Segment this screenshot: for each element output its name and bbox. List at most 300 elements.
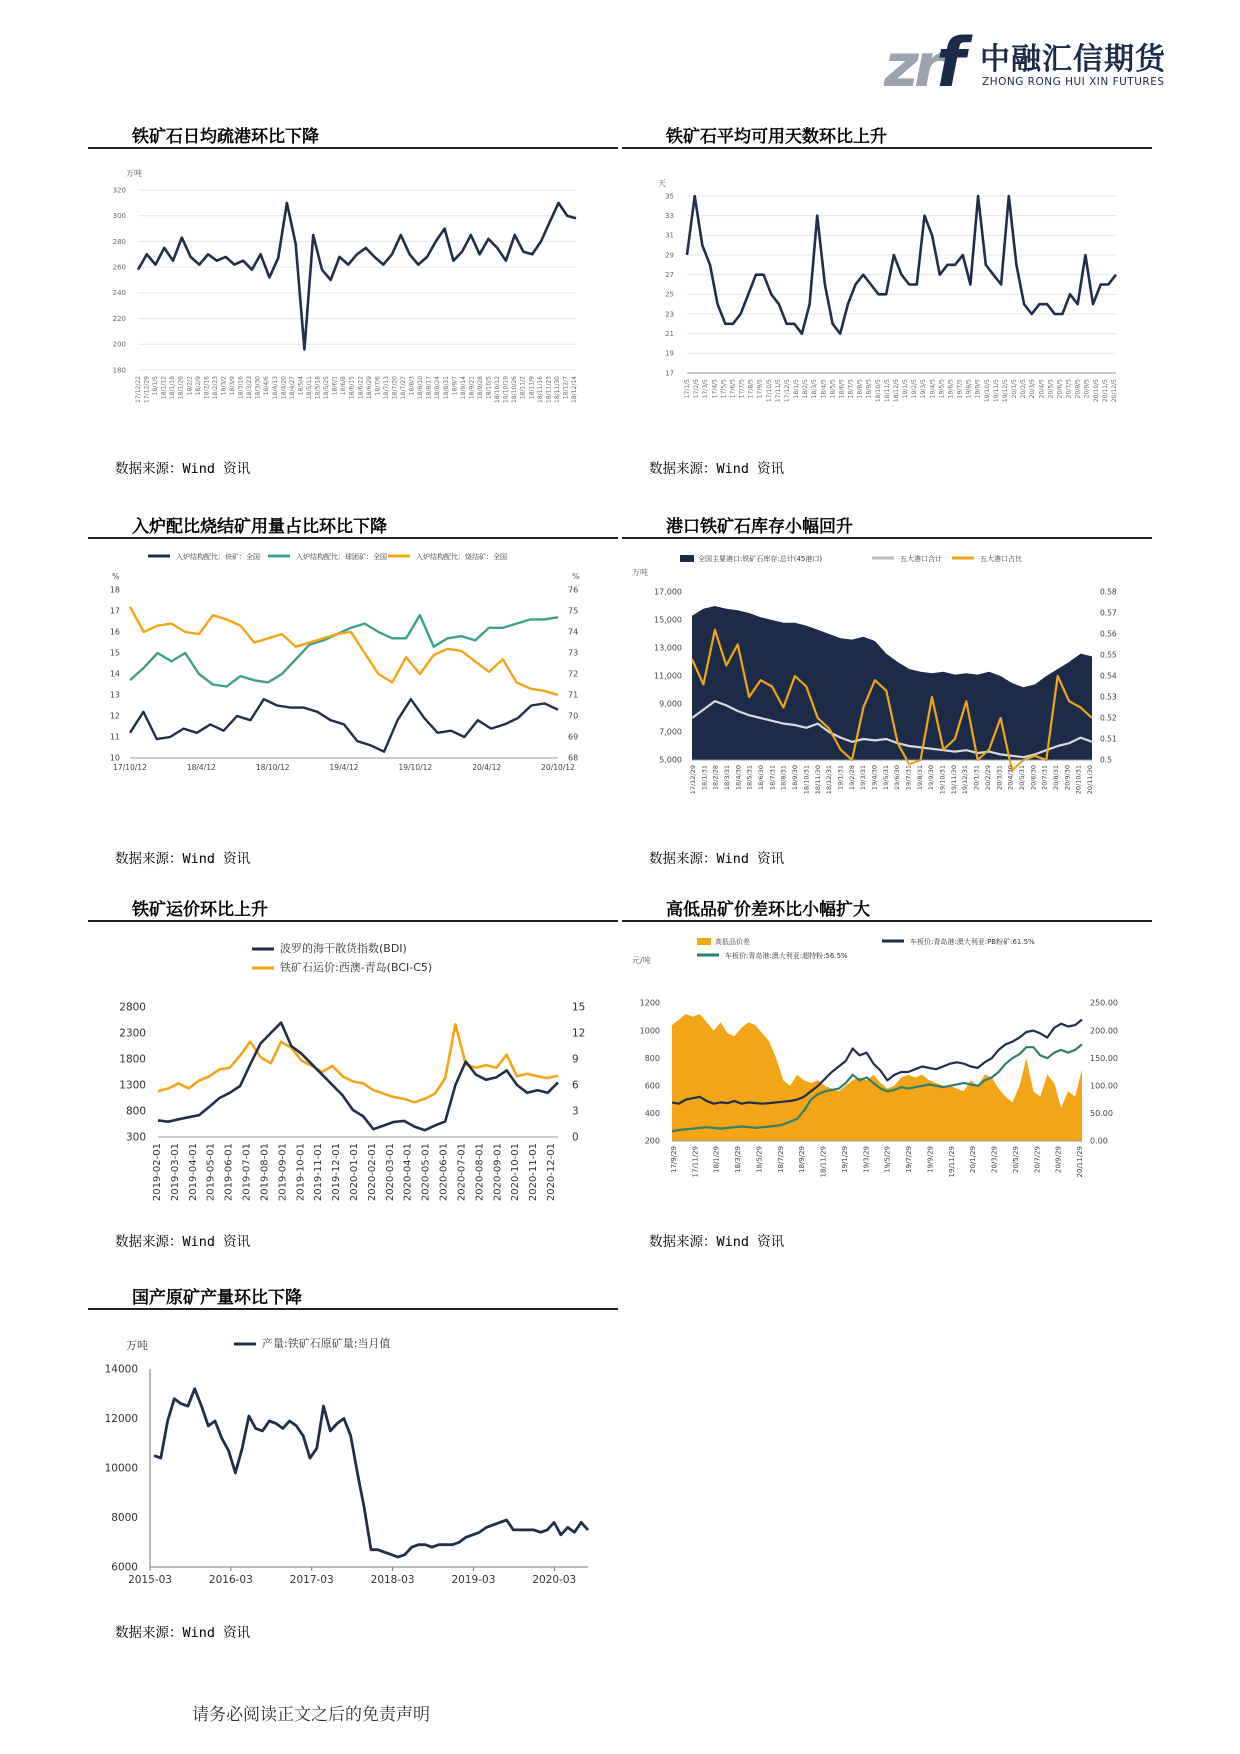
x-tick-label: 19/11/5 bbox=[992, 379, 1000, 403]
x-tick-label: 18/4/13 bbox=[271, 376, 279, 400]
x-tick-label: 18/8/3 bbox=[408, 376, 416, 396]
y-tick-label: 23 bbox=[665, 310, 674, 319]
left-unit: 元/吨 bbox=[632, 956, 651, 965]
x-tick-label: 2020-03-01 bbox=[384, 1143, 396, 1202]
x-tick-label: 18/3/9 bbox=[229, 376, 237, 396]
x-tick-label: 20/1/5 bbox=[1011, 379, 1019, 399]
x-tick-label: 17/9/5 bbox=[756, 379, 764, 399]
x-tick-label: 17/1/5 bbox=[684, 379, 691, 399]
x-tick-label: 18/1/19 bbox=[169, 376, 177, 400]
x-tick-label: 19/10/31 bbox=[938, 765, 947, 795]
x-tick-label: 2020-10-01 bbox=[510, 1143, 522, 1202]
x-tick-label: 2016-03 bbox=[208, 1574, 253, 1586]
panel-title: 入炉配比烧结矿用量占比环比下降 bbox=[132, 517, 387, 537]
y-left-tick-label: 1000 bbox=[639, 1026, 660, 1036]
panel-title: 铁矿石平均可用天数环比上升 bbox=[666, 127, 887, 147]
x-tick-label: 17/11/29 bbox=[691, 1146, 700, 1178]
x-tick-label: 18/7/27 bbox=[400, 376, 408, 400]
panel-freight-rate bbox=[88, 895, 618, 1255]
x-tick-label: 19/7/31 bbox=[904, 765, 913, 791]
x-tick-label: 18/5/29 bbox=[755, 1146, 764, 1173]
x-tick-label: 20/2/5 bbox=[1020, 379, 1028, 399]
y-axis-unit: 天 bbox=[658, 179, 666, 188]
x-tick-label: 20/7/31 bbox=[1040, 765, 1049, 791]
x-tick-label: 19/7/5 bbox=[956, 379, 964, 399]
y-right-tick-label: 71 bbox=[568, 690, 579, 700]
chart-domestic-output bbox=[88, 1321, 618, 1611]
series-line bbox=[130, 607, 558, 695]
legend-item-label: 高低品价差 bbox=[715, 938, 750, 946]
panel-available-days bbox=[622, 122, 1152, 482]
y-right-tick-label: 0.57 bbox=[1100, 608, 1117, 618]
series-line bbox=[130, 615, 558, 686]
x-tick-label: 17/7/5 bbox=[738, 379, 746, 399]
y-right-tick-label: 0.52 bbox=[1100, 713, 1117, 723]
y-left-tick-label: 1200 bbox=[639, 998, 660, 1008]
y-left-tick-label: 12 bbox=[109, 711, 120, 721]
x-tick-label: 2020-01-01 bbox=[349, 1143, 360, 1202]
x-tick-label: 18/6/8 bbox=[340, 376, 348, 396]
y-left-tick-label: 18 bbox=[109, 585, 120, 595]
title-rule bbox=[88, 920, 618, 922]
chart-freight-rate bbox=[88, 933, 618, 1223]
x-tick-label: 18/10/12 bbox=[255, 763, 290, 772]
x-tick-label: 18/10/31 bbox=[802, 765, 811, 795]
logo-chinese-name: 中融汇信期货 bbox=[980, 42, 1166, 77]
x-tick-label: 2017-03 bbox=[289, 1574, 334, 1586]
y-left-tick-label: 16 bbox=[109, 627, 120, 637]
series-line bbox=[138, 203, 576, 350]
x-tick-label: 2019-06-01 bbox=[223, 1143, 235, 1202]
x-tick-label: 19/12/5 bbox=[1001, 379, 1009, 403]
x-tick-label: 18/11/30 bbox=[813, 765, 822, 795]
y-tick-label: 25 bbox=[665, 290, 674, 299]
y-right-tick-label: 250.00 bbox=[1090, 998, 1118, 1008]
x-tick-label: 18/11/2 bbox=[519, 376, 527, 400]
x-tick-label: 20/3/29 bbox=[990, 1146, 999, 1173]
x-tick-label: 18/3/23 bbox=[246, 376, 254, 400]
x-tick-label: 2020-12-01 bbox=[546, 1143, 557, 1202]
x-tick-label: 18/1/5 bbox=[793, 379, 801, 399]
series-line bbox=[158, 1024, 558, 1102]
x-tick-label: 20/1/31 bbox=[972, 765, 981, 791]
x-tick-label: 20/5/29 bbox=[1011, 1146, 1020, 1173]
x-tick-label: 17/5/5 bbox=[720, 379, 728, 399]
y-tick-label: 8000 bbox=[111, 1512, 138, 1524]
x-tick-label: 18/5/25 bbox=[323, 376, 331, 400]
x-tick-label: 18/5/18 bbox=[314, 376, 322, 400]
y-axis-unit: 万吨 bbox=[126, 169, 142, 178]
x-tick-label: 18/3/5 bbox=[811, 379, 819, 399]
x-tick-label: 18/5/31 bbox=[745, 765, 754, 791]
legend-item-label: 产量:铁矿石原矿量:当月值 bbox=[262, 1337, 391, 1350]
data-source: 数据来源：Wind 资讯 bbox=[115, 461, 251, 477]
y-tick-label: 300 bbox=[112, 212, 126, 221]
x-tick-label: 17/12/5 bbox=[783, 379, 791, 403]
x-tick-label: 18/10/12 bbox=[494, 376, 502, 403]
x-tick-label: 19/10/12 bbox=[398, 763, 433, 772]
y-right-tick-label: 0.51 bbox=[1100, 734, 1117, 744]
x-tick-label: 2019-09-01 bbox=[277, 1143, 289, 1202]
panel-title: 铁矿运价环比上升 bbox=[132, 900, 268, 920]
x-tick-label: 18/7/31 bbox=[768, 765, 777, 791]
x-tick-label: 2019-11-01 bbox=[313, 1143, 325, 1202]
y-left-tick-label: 14 bbox=[109, 669, 120, 679]
x-tick-label: 17/3/5 bbox=[702, 379, 710, 399]
x-tick-label: 18/9/30 bbox=[791, 765, 800, 791]
x-tick-label: 20/5/31 bbox=[1017, 765, 1026, 791]
x-tick-label: 2019-03 bbox=[451, 1574, 496, 1586]
logo-english-name: ZHONG RONG HUI XIN FUTURES bbox=[982, 76, 1165, 88]
x-tick-label: 18/8/17 bbox=[425, 376, 433, 400]
panel-port-inventory bbox=[622, 512, 1152, 872]
y-tick-label: 200 bbox=[112, 340, 126, 349]
x-tick-label: 18/9/21 bbox=[468, 376, 476, 400]
x-tick-label: 18/7/13 bbox=[382, 376, 390, 400]
x-tick-label: 2020-09-01 bbox=[492, 1143, 504, 1202]
x-tick-label: 18/12/14 bbox=[571, 376, 578, 403]
x-tick-label: 19/9/30 bbox=[927, 765, 936, 791]
x-tick-label: 17/4/5 bbox=[711, 379, 719, 399]
x-tick-label: 19/11/30 bbox=[949, 765, 958, 795]
y-right-tick-label: 0.54 bbox=[1100, 671, 1117, 681]
x-tick-label: 19/9/29 bbox=[926, 1146, 935, 1173]
panel-title: 港口铁矿石库存小幅回升 bbox=[666, 517, 853, 537]
y-tick-label: 240 bbox=[112, 289, 126, 298]
x-tick-label: 19/6/30 bbox=[893, 765, 902, 791]
x-tick-label: 18/3/2 bbox=[220, 376, 228, 396]
title-rule bbox=[622, 537, 1152, 539]
x-tick-label: 20/9/5 bbox=[1083, 379, 1091, 399]
x-tick-label: 18/12/5 bbox=[892, 379, 900, 403]
x-tick-label: 18/6/5 bbox=[838, 379, 846, 399]
x-tick-label: 18/8/31 bbox=[442, 376, 450, 400]
x-tick-label: 18/6/22 bbox=[357, 376, 365, 400]
panel-daily-port-clearance bbox=[88, 122, 618, 482]
x-tick-label: 18/2/9 bbox=[194, 376, 202, 396]
x-tick-label: 19/3/31 bbox=[859, 765, 868, 791]
inventory-area bbox=[692, 606, 1092, 760]
x-tick-label: 18/5/5 bbox=[829, 379, 837, 399]
x-tick-label: 17/12/29 bbox=[143, 376, 151, 403]
x-tick-label: 20/11/5 bbox=[1101, 379, 1109, 403]
x-tick-label: 17/12/29 bbox=[689, 765, 697, 795]
y-left-tick-label: 1300 bbox=[119, 1079, 146, 1092]
x-tick-label: 19/2/28 bbox=[847, 765, 856, 791]
x-tick-label: 2020-05-01 bbox=[420, 1143, 432, 1202]
y-right-tick-label: 70 bbox=[568, 711, 579, 721]
x-tick-label: 17/6/5 bbox=[729, 379, 737, 399]
y-left-tick-label: 15,000 bbox=[654, 615, 682, 625]
zrf-logo-mark bbox=[884, 28, 974, 94]
svg-text:r: r bbox=[914, 31, 944, 94]
x-tick-label: 17/12/22 bbox=[135, 376, 142, 403]
x-tick-label: 18/8/31 bbox=[779, 765, 788, 791]
legend-item-swatch bbox=[697, 938, 711, 945]
x-tick-label: 18/1/29 bbox=[712, 1146, 721, 1173]
x-tick-label: 20/12/5 bbox=[1111, 379, 1118, 403]
legend-item-label: 全国主要港口:铁矿石库存:总计(45港口) bbox=[698, 555, 823, 563]
x-tick-label: 20/5/5 bbox=[1047, 379, 1055, 399]
x-tick-label: 2020-02-01 bbox=[366, 1143, 378, 1202]
x-tick-label: 17/9/29 bbox=[670, 1146, 678, 1173]
x-tick-label: 2020-11-01 bbox=[528, 1143, 540, 1202]
x-tick-label: 19/5/29 bbox=[883, 1146, 892, 1173]
y-tick-label: 17 bbox=[665, 369, 674, 378]
x-tick-label: 18/10/5 bbox=[874, 379, 882, 403]
x-tick-label: 18/3/29 bbox=[734, 1146, 743, 1173]
legend-item-label: 入炉结构配比：烧结矿：全国 bbox=[416, 553, 507, 561]
x-tick-label: 19/12/31 bbox=[961, 765, 970, 795]
x-tick-label: 17/2/5 bbox=[693, 379, 701, 399]
x-tick-label: 19/11/29 bbox=[947, 1146, 956, 1178]
x-tick-label: 20/10/31 bbox=[1074, 765, 1083, 795]
x-tick-label: 20/6/5 bbox=[1056, 379, 1064, 399]
x-tick-label: 19/6/5 bbox=[947, 379, 955, 399]
x-tick-label: 18/11/5 bbox=[883, 379, 891, 403]
x-tick-label: 18/9/5 bbox=[865, 379, 873, 399]
x-tick-label: 18/11/9 bbox=[528, 376, 536, 400]
y-right-tick-label: 12 bbox=[572, 1027, 586, 1040]
x-tick-label: 18/9/7 bbox=[451, 376, 459, 396]
y-tick-label: 33 bbox=[665, 212, 674, 220]
x-tick-label: 2019-08-01 bbox=[259, 1143, 271, 1202]
y-right-tick-label: 0.5 bbox=[1100, 755, 1112, 765]
x-tick-label: 19/9/5 bbox=[974, 379, 982, 399]
y-left-tick-label: 2300 bbox=[119, 1027, 146, 1040]
series-line bbox=[158, 1023, 558, 1131]
x-tick-label: 18/4/5 bbox=[820, 379, 828, 399]
y-left-tick-label: 1800 bbox=[119, 1053, 146, 1066]
x-tick-label: 2019-07-01 bbox=[241, 1143, 253, 1202]
x-tick-label: 20/8/31 bbox=[1051, 765, 1060, 791]
x-tick-label: 19/3/29 bbox=[862, 1146, 871, 1173]
y-tick-label: 6000 bbox=[111, 1561, 138, 1574]
x-tick-label: 18/10/26 bbox=[511, 376, 519, 403]
x-tick-label: 18/1/26 bbox=[177, 376, 185, 400]
x-tick-label: 2015-03 bbox=[128, 1574, 172, 1586]
y-tick-label: 260 bbox=[112, 263, 126, 272]
y-tick-label: 180 bbox=[112, 366, 126, 375]
y-left-tick-label: 5,000 bbox=[659, 755, 682, 765]
y-right-tick-label: 15 bbox=[572, 1001, 586, 1014]
y-left-tick-label: 9,000 bbox=[659, 699, 682, 709]
x-tick-label: 20/10/5 bbox=[1092, 379, 1100, 403]
legend-item-label: 车板价:青岛港:澳大利亚:PB粉矿:61.5% bbox=[910, 938, 1035, 946]
x-tick-label: 20/11/30 bbox=[1086, 765, 1094, 795]
legend-item-swatch bbox=[680, 555, 694, 562]
x-tick-label: 18/7/29 bbox=[776, 1146, 785, 1173]
x-tick-label: 19/3/5 bbox=[920, 379, 928, 399]
x-tick-label: 18/2/5 bbox=[802, 379, 810, 399]
x-tick-label: 18/1/12 bbox=[160, 376, 168, 400]
x-tick-label: 18/2/23 bbox=[211, 376, 219, 400]
y-left-tick-label: 400 bbox=[644, 1109, 660, 1119]
y-left-tick-label: 10 bbox=[109, 753, 120, 763]
x-tick-label: 19/10/5 bbox=[983, 379, 991, 403]
y-right-tick-label: 50.00 bbox=[1090, 1109, 1113, 1119]
chart-available-days bbox=[622, 160, 1152, 435]
x-tick-label: 18/11/16 bbox=[536, 376, 544, 403]
title-rule bbox=[88, 1308, 618, 1310]
data-source: 数据来源：Wind 资讯 bbox=[115, 1625, 251, 1641]
y-right-tick-label: 200.00 bbox=[1090, 1026, 1118, 1036]
left-unit: 万吨 bbox=[632, 568, 648, 577]
right-unit: % bbox=[572, 572, 580, 581]
x-tick-label: 20/2/29 bbox=[983, 765, 992, 791]
y-right-tick-label: 0.56 bbox=[1100, 629, 1117, 639]
series-line bbox=[130, 699, 558, 752]
x-tick-label: 18/4/27 bbox=[288, 376, 296, 400]
y-right-tick-label: 0.58 bbox=[1100, 587, 1117, 597]
series-line bbox=[154, 1389, 588, 1557]
y-left-tick-label: 11,000 bbox=[654, 671, 682, 681]
x-tick-label: 2018-03 bbox=[370, 1574, 415, 1586]
x-tick-label: 18/11/30 bbox=[553, 376, 561, 403]
x-tick-label: 17/10/5 bbox=[765, 379, 773, 403]
y-left-tick-label: 13 bbox=[109, 690, 120, 700]
x-tick-label: 18/4/6 bbox=[263, 376, 271, 396]
x-tick-label: 18/3/16 bbox=[237, 376, 245, 400]
chart-furnace-ratio bbox=[88, 550, 618, 840]
y-tick-label: 220 bbox=[112, 314, 126, 323]
y-left-tick-label: 300 bbox=[125, 1131, 146, 1144]
x-tick-label: 20/1/29 bbox=[969, 1146, 978, 1173]
y-right-tick-label: 76 bbox=[568, 585, 579, 595]
svg-text:f: f bbox=[936, 28, 966, 94]
x-tick-label: 2020-06-01 bbox=[438, 1143, 450, 1202]
y-right-tick-label: 100.00 bbox=[1090, 1081, 1118, 1091]
y-left-tick-label: 600 bbox=[644, 1081, 660, 1091]
x-tick-label: 18/6/15 bbox=[348, 376, 356, 400]
x-tick-label: 18/6/30 bbox=[757, 765, 766, 791]
x-tick-label: 2020-08-01 bbox=[474, 1143, 486, 1202]
x-tick-label: 20/10/12 bbox=[541, 763, 575, 772]
y-right-tick-label: 73 bbox=[568, 648, 579, 658]
title-rule bbox=[622, 147, 1152, 149]
x-tick-label: 18/1/31 bbox=[700, 765, 709, 791]
x-tick-label: 19/4/12 bbox=[329, 763, 359, 772]
x-tick-label: 18/6/1 bbox=[331, 376, 339, 396]
x-tick-label: 2020-03 bbox=[532, 1574, 577, 1586]
x-tick-label: 19/5/31 bbox=[881, 765, 890, 791]
y-left-tick-label: 17,000 bbox=[654, 587, 682, 597]
y-tick-label: 14000 bbox=[104, 1363, 138, 1376]
y-right-tick-label: 6 bbox=[572, 1079, 579, 1092]
panel-domestic-output bbox=[88, 1283, 618, 1643]
y-tick-label: 21 bbox=[665, 330, 674, 338]
x-tick-label: 18/12/31 bbox=[825, 765, 834, 795]
y-right-tick-label: 0.55 bbox=[1100, 650, 1117, 660]
y-tick-label: 31 bbox=[665, 231, 674, 240]
svg-text:z: z bbox=[884, 31, 919, 94]
x-tick-label: 18/8/10 bbox=[417, 376, 425, 400]
x-tick-label: 18/4/30 bbox=[734, 765, 743, 791]
x-tick-label: 20/4/30 bbox=[1006, 765, 1015, 791]
chart-daily-port-clearance bbox=[88, 160, 618, 435]
x-tick-label: 20/3/5 bbox=[1029, 379, 1037, 399]
panel-grade-spread bbox=[622, 895, 1152, 1255]
x-tick-label: 18/8/5 bbox=[856, 379, 864, 399]
data-source: 数据来源：Wind 资讯 bbox=[649, 1234, 785, 1250]
x-tick-label: 2019-12-01 bbox=[331, 1143, 343, 1202]
y-tick-label: 19 bbox=[665, 349, 674, 358]
x-tick-label: 18/10/5 bbox=[485, 376, 493, 400]
legend-item-label: 五大港口合计 bbox=[900, 555, 942, 563]
x-tick-label: 18/4/20 bbox=[280, 376, 288, 400]
y-right-tick-label: 74 bbox=[568, 627, 579, 637]
x-tick-label: 2019-04-01 bbox=[187, 1143, 199, 1202]
y-right-tick-label: 3 bbox=[572, 1105, 579, 1118]
y-tick-label: 29 bbox=[665, 251, 674, 260]
x-tick-label: 18/3/31 bbox=[723, 765, 732, 791]
y-right-tick-label: 9 bbox=[572, 1053, 579, 1066]
legend-item-label: 入炉结构配比：球团矿：全国 bbox=[296, 553, 387, 561]
chart-port-inventory bbox=[622, 550, 1152, 840]
y-left-tick-label: 200 bbox=[644, 1136, 660, 1146]
series-line bbox=[687, 196, 1116, 334]
x-tick-label: 20/11/29 bbox=[1076, 1146, 1084, 1178]
x-tick-label: 18/9/28 bbox=[476, 376, 484, 400]
x-tick-label: 20/4/5 bbox=[1038, 379, 1046, 399]
x-tick-label: 18/12/7 bbox=[562, 376, 570, 400]
x-tick-label: 20/4/12 bbox=[472, 763, 502, 772]
data-source: 数据来源：Wind 资讯 bbox=[115, 1234, 251, 1250]
x-tick-label: 19/1/5 bbox=[902, 379, 910, 399]
left-unit: % bbox=[112, 572, 120, 581]
data-source: 数据来源：Wind 资讯 bbox=[649, 461, 785, 477]
x-tick-label: 2019-03-01 bbox=[169, 1143, 181, 1202]
x-tick-label: 19/4/5 bbox=[929, 379, 937, 399]
title-rule bbox=[88, 147, 618, 149]
legend-item-label: 铁矿石运价:西澳-青岛(BCI-C5) bbox=[280, 961, 433, 974]
y-left-tick-label: 2800 bbox=[119, 1001, 146, 1014]
x-tick-label: 18/7/20 bbox=[391, 376, 399, 400]
y-right-tick-label: 75 bbox=[568, 606, 579, 616]
spread-area bbox=[672, 1014, 1082, 1141]
x-tick-label: 2019-05-01 bbox=[205, 1143, 217, 1202]
x-tick-label: 19/8/5 bbox=[965, 379, 973, 399]
x-tick-label: 19/1/29 bbox=[840, 1146, 849, 1173]
x-tick-label: 19/8/31 bbox=[915, 765, 924, 791]
y-left-tick-label: 11 bbox=[109, 732, 120, 742]
y-right-tick-label: 69 bbox=[568, 732, 579, 742]
x-tick-label: 18/4/12 bbox=[186, 763, 216, 772]
x-tick-label: 2020-04-01 bbox=[402, 1143, 414, 1202]
x-tick-label: 17/11/5 bbox=[774, 379, 782, 403]
y-left-tick-label: 13,000 bbox=[654, 643, 682, 653]
x-tick-label: 18/5/11 bbox=[305, 376, 313, 400]
panel-furnace-ratio bbox=[88, 512, 618, 872]
y-axis-unit: 万吨 bbox=[126, 1339, 148, 1352]
x-tick-label: 18/6/29 bbox=[365, 376, 373, 400]
disclaimer-footer: 请务必阅读正文之后的免责声明 bbox=[192, 1705, 430, 1725]
y-tick-label: 27 bbox=[665, 271, 674, 279]
company-logo bbox=[884, 28, 1174, 94]
x-tick-label: 19/5/5 bbox=[938, 379, 946, 399]
x-tick-label: 2019-02-01 bbox=[152, 1143, 163, 1202]
x-tick-label: 2019-10-01 bbox=[295, 1143, 307, 1202]
x-tick-label: 18/10/19 bbox=[502, 376, 510, 403]
x-tick-label: 17/10/12 bbox=[113, 763, 147, 772]
x-tick-label: 18/3/30 bbox=[254, 376, 262, 400]
panel-title: 国产原矿产量环比下降 bbox=[132, 1288, 302, 1308]
x-tick-label: 18/2/28 bbox=[711, 765, 720, 791]
x-tick-label: 18/9/14 bbox=[459, 376, 467, 400]
title-rule bbox=[88, 537, 618, 539]
panel-title: 铁矿石日均疏港环比下降 bbox=[132, 127, 319, 147]
x-tick-label: 18/11/23 bbox=[545, 376, 553, 403]
